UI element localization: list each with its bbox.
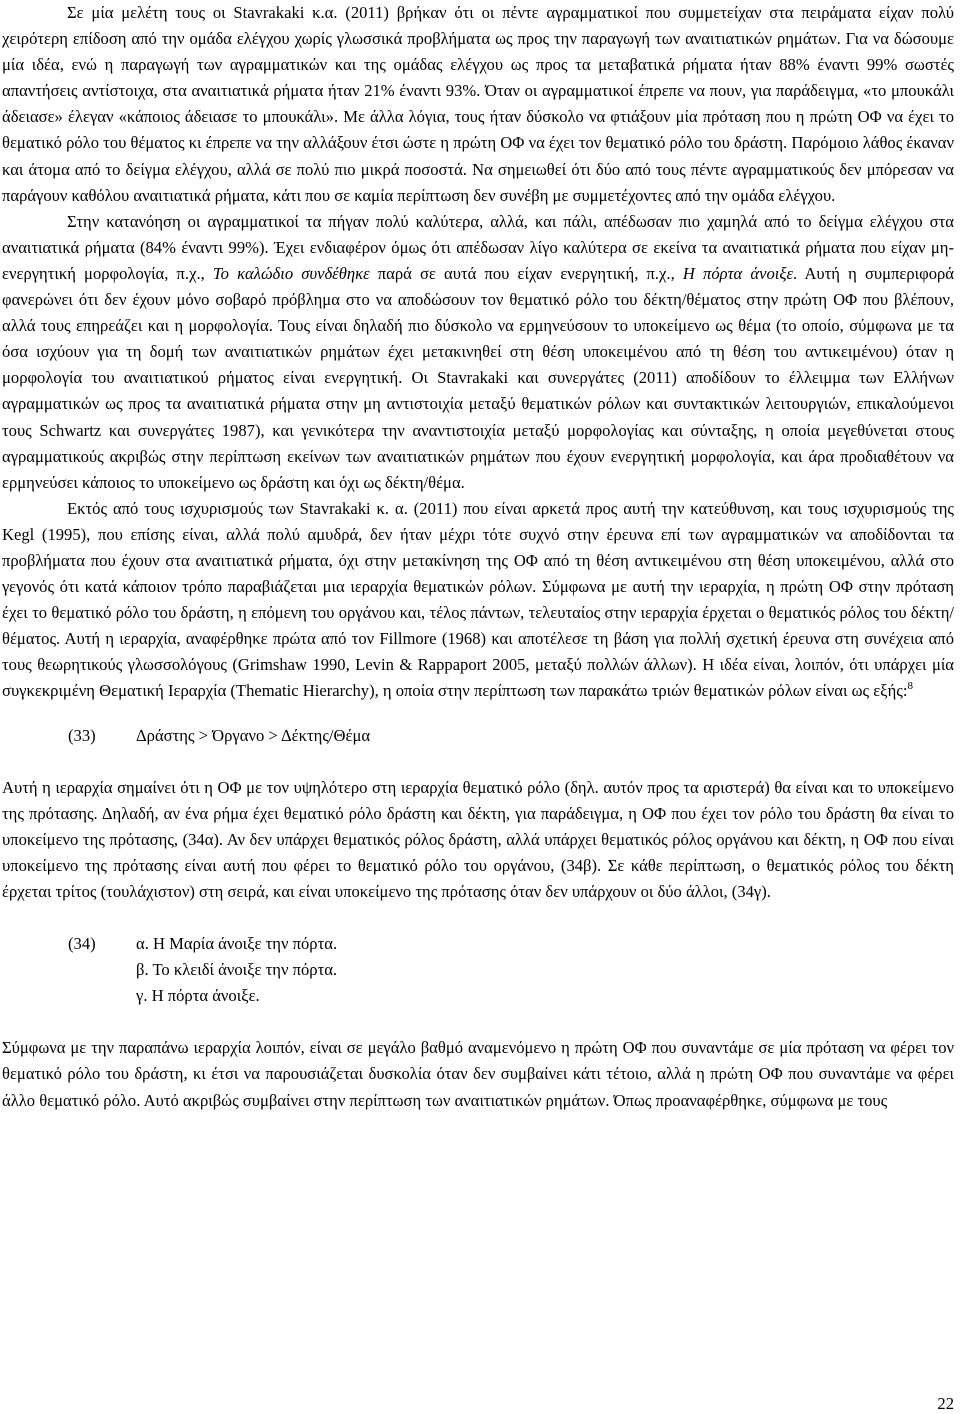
paragraph-comprehension <box>2 209 954 496</box>
paragraph-comprehension-text-1: Στην κατανόηση οι αγραμματικοί τα πήγαν πολύ καλύτερα, αλλά, και πάλι, απέδωσαν πιο χαμηλά από το δείγμα ελέγχου στα αναιτιατικά ρήματα (84% έναντι 99%). Έχει ενδιαφέρον όμως ότι απέδωσαν λίγο καλύτερα σε εκείνα τα αναιτιατικά ρήματα που είχαν μη-ενεργητική μορφολογία, π.χ., <box>2 211 954 283</box>
example-34 <box>2 931 954 1009</box>
example-34-line-a: α. Η Μαρία άνοιξε την πόρτα. <box>136 934 338 954</box>
paragraph-thematic-hierarchy-text: Εκτός από τους ισχυρισμούς των Stavrakaki κ. α. (2011) που είναι αρκετά προς αυτή την κατεύθυνση, και τους ισχυρισμούς της Kegl (1995), που επίσης είναι, αλλά πολύ αμυδρά, δεν ήταν μέχρι τότε συχνό στην έρευνα επί των αγραμματικών να αποδίδονται τα προβλήματα που έχουν στα αναιτιατικά ρήματα, όχι στην μετακίνηση της ΟΦ από τη θέση αντικειμένου στη θέση υποκειμένου, αλλά στο γεγονός ότι κατά κάποιον τρόπο παραβιάζεται μια ιεραρχία θεματικών ρόλων. Σύμφωνα με αυτή την ιεραρχία, η πρώτη ΟΦ στην πρόταση έχει το θεματικό ρόλο του δράστη, η επόμενη του οργάνου και, τέλος πάντων, τελευταίος στην ιεραρχία έρχεται ο θεματικός ρόλος του δέκτη/θέματος. Αυτή η ιεραρχία, αναφέρθηκε πρώτα από τον Fillmore (1968) και αποτέλεσε τη βάση για πολλή σχετική έρευνα στη συνέχεια από τους θεωρητικούς γλωσσολόγους (Grimshaw 1990, Levin & Rappaport 2005, μεταξύ πολλών άλλων). Η ιδέα είναι, λοιπόν, ότι υπάρχει μία συγκεκριμένη Θεματική Ιεραρχία (Thematic Hierarchy), η οποία στην περίπτωση των παρακάτω τριών θεματικών ρόλων είναι ως εξής: <box>2 498 954 701</box>
example-italic-cable: Το καλώδιο συνδέθηκε <box>212 263 370 283</box>
example-34-list <box>136 931 954 1009</box>
paragraph-stavrakaki-study: Σε μία μελέτη τους οι Stavrakaki κ.α. (2011) βρήκαν ότι οι πέντε αγραμματικοί που συμμετείχαν στα πειράματα είχαν πολύ χειρότερη επίδοση από την ομάδα ελέγχου χωρίς γλωσσικά προβλήματα ως προς την παραγωγή των αναιτιατικών ρημάτων. Για να δώσουμε μία ιδέα, ενώ η παραγωγή των αγραμματικών και της ομάδας ελέγχου ως προς τα μεταβατικά ρήματα ήταν 88% έναντι 99% σωστές απαντήσεις αντίστοιχα, στα αναιτιατικά ρήματα ήταν 21% έναντι 93%. Όταν οι αγραμματικοί έπρεπε να πουν, για παράδειγμα, «το μπουκάλι άδειασε» έλεγαν «κάποιος άδειασε το μπουκάλι». Με άλλα λόγια, τους ήταν δύσκολο να φτιάξουν μία πρόταση που η πρώτη ΟΦ να έχει το θεματικό ρόλο του θέματος κι έπρεπε να την αλλάξουν έτσι ώστε η πρώτη ΟΦ να έχει τον θεματικό ρόλο του δράστη. Παρόμοιο λάθος έκαναν και άτομα από το δείγμα ελέγχου, αλλά σε πολύ πιο μικρά ποσοστά. Να σημειωθεί ότι δύο από τους πέντε αγραμματικούς δεν μπόρεσαν να παράγουν καθόλου αναιτιατικά ρήματα, κάτι που σε καμία περίπτωση δεν συνέβη με συμμετέχοντες από την ομάδα ελέγχου. <box>2 3 954 205</box>
example-34-line-c: γ. Η πόρτα άνοιξε. <box>136 986 260 1006</box>
example-33 <box>2 723 954 749</box>
paragraph-hierarchy-meaning: Αυτή η ιεραρχία σημαίνει ότι η ΟΦ με τον υψηλότερο στη ιεραρχία θεματικό ρόλο (δηλ. αυτόν προς τα αριστερά) θα είναι και το υποκείμενο της πρότασης. Δηλαδή, αν ένα ρήμα έχει θεματικό ρόλο δράστη και δέκτη, για παράδειγμα, η ΟΦ που έχει τον ρόλο του δράστη θα είναι το υποκείμενο της πρότασης, (34α). Αν δεν υπάρχει θεματικός ρόλος δράστη, αλλά υπάρχει θεματικός ρόλος οργάνου και δέκτη, η ΟΦ που είναι υποκείμενο της πρότασης είναι αυτή που φέρει το θεματικό ρόλο του οργάνου, (34β). Σε κάθε περίπτωση, ο θεματικός ρόλος του δέκτη έρχεται τρίτος (τουλάχιστον) στη σειρά, και είναι υποκείμενο της πρότασης όταν δεν υπάρχουν οι δύο άλλοι, (34γ). <box>2 777 954 901</box>
footnote-marker: 8 <box>907 680 913 693</box>
example-33-number: (33) <box>68 725 96 745</box>
page-number: 22 <box>937 1394 954 1413</box>
paragraph-thematic-hierarchy <box>2 496 954 705</box>
example-34-line-b: β. Το κλειδί άνοιξε την πόρτα. <box>136 960 338 980</box>
example-33-text: Δράστης > Όργανο > Δέκτης/Θέμα <box>136 725 371 745</box>
example-italic-door: Η πόρτα άνοιξε <box>682 263 794 283</box>
paragraph-conclusion: Σύμφωνα με την παραπάνω ιεραρχία λοιπόν, είναι σε μεγάλο βαθμό αναμενόμενο η πρώτη ΟΦ που συναντάμε σε μία πρόταση να φέρει τον θεματικό ρόλο του δράστη, κι έτσι να παρουσιάζεται δυσκολία όταν δεν συμβαίνει κάτι τέτοιο, αλλά η πρώτη ΟΦ που συναντάμε να φέρει άλλο θεματικό ρόλο. Αυτό ακριβώς συμβαίνει στην περίπτωση των αναιτιατικών ρημάτων. Όπως προαναφέρθηκε, σύμφωνα με τους <box>2 1038 954 1110</box>
example-34-number: (34) <box>68 934 96 954</box>
paragraph-comprehension-text-3: . Αυτή η συμπεριφορά φανερώνει ότι δεν έχουν μόνο σοβαρό πρόβλημα στο να αποδώσουν τον θεματικό ρόλο του δέκτη/θέματος στην πρώτη ΟΦ που βλέπουν, αλλά τους επηρεάζει και η μορφολογία. Τους είναι δηλαδή πιο δύσκολο να ερμηνεύσουν το υποκείμενο ως θέμα (το οποίο, σύμφωνα με τα όσα ισχύουν για τη δομή των αναιτιατικών ρημάτων έχει μετακινηθεί στη θέση υποκειμένου από τη θέση του αντικειμένου) όταν η μορφολογία του αναιτιατικού ρήματος είναι ενεργητική. Οι Stavrakaki και συνεργάτες (2011) αποδίδουν το έλλειμμα των Ελλήνων αγραμματικών ως προς τα αναιτιατικά ρήματα στην μη αντιστοιχία μεταξύ θεματικών ρόλων και συντακτικών λειτουργιών, επικαλούμενοι τους Schwartz και συνεργάτες 1987), και γενικότερα την αναντιστοιχία μεταξύ μορφολογίας και σύνταξης, η οποία μεγεθύνεται στους αγραμματικούς ακριβώς στην περίπτωση εκείνων των αναιτιατικών ρημάτων που έχουν ενεργητική μορφολογία, και άρα προδιαθέτουν να ερμηνεύσει κάποιος το υποκείμενο ως δράστη και όχι ως δέκτη/θέμα. <box>2 263 954 492</box>
paragraph-comprehension-text-2: παρά σε αυτά που είχαν ενεργητική, π.χ., <box>369 263 683 283</box>
